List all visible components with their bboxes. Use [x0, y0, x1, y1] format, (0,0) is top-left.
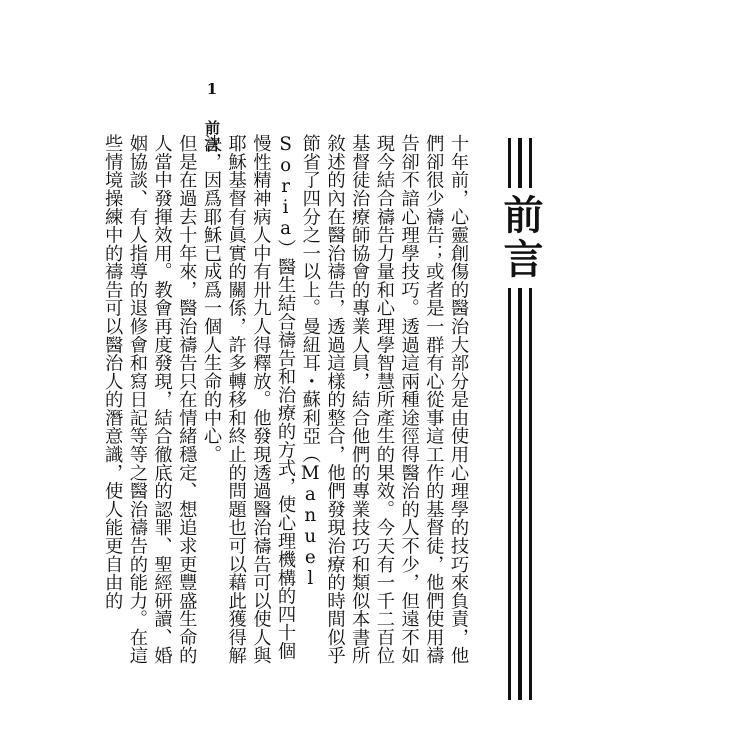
paragraph-2: 但是在過去十年來，醫治禱告只在情緒穩定、想追求更豐盛生命的人當中發揮效用。教會再度發現，結合徹底的認罪、聖經研讀、婚姻協談、有人指導的退修會和寫日記等等之醫治禱告的能力。在這些情境操練中的禱告可以醫治人的潛意識，使人能更自由的 — [102, 134, 198, 665]
title-rule-bottom — [508, 288, 532, 700]
chapter-title: 前言 — [497, 194, 544, 282]
chapter-title-block — [498, 138, 542, 708]
title-rule-top — [508, 138, 532, 188]
paragraph-1: 十年前，心靈創傷的醫治大部分是由使用心理學的技巧來負責，他們卻很少禱告；或者是一群有心從事這工作的基督徒，他們使用禱告卻不諳心理學技巧。透過這兩種途徑得醫治的人不少，但遠不如現今結合禱告力量和心理學智慧所產生的果效。今天有一千二百位基督徒治療師協會的專業人員，結合他們的專業技巧和類似本書所敘述的內在醫治禱告，透過這樣的整合，他們發現治療的時間似乎節省了四分之一以上。曼紐耳・蘇利亞（Manuel Soria）醫生結合禱告和治療的方式，使心理機構的四十個慢性精神病人中有卅九人得釋放。他發現透過醫治禱告可以使人與耶穌基督有眞實的關係，許多轉移和終止的問題也可以藉此獲得解決，因爲耶穌已成爲一個人生命的中心。 — [200, 134, 469, 665]
body-text — [102, 134, 470, 674]
running-head: 1 前言 — [203, 80, 221, 154]
